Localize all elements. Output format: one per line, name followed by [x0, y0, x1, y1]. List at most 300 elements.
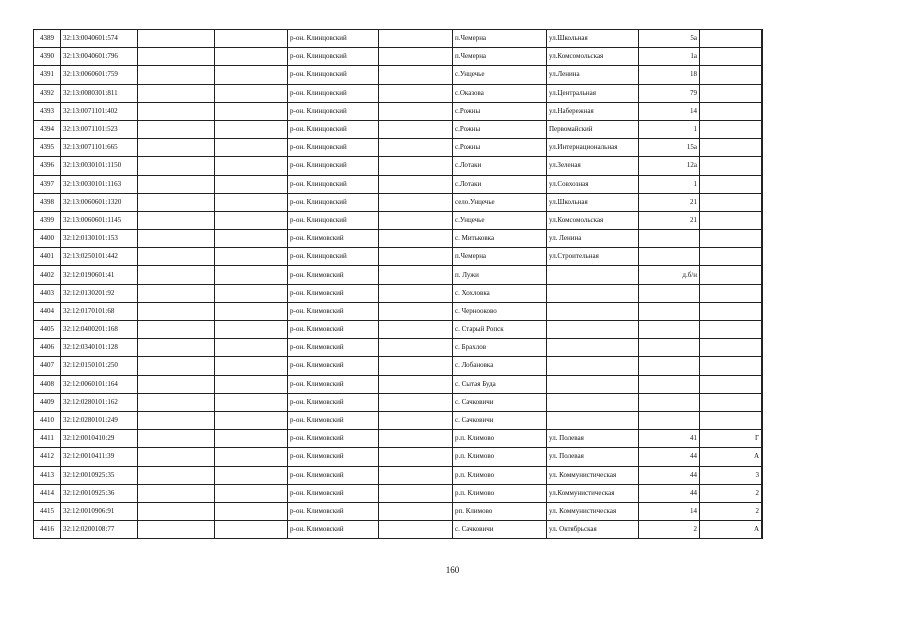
house-number-cell: [639, 357, 700, 375]
settlement-cell: с.Рожны: [453, 120, 547, 138]
row-number-cell: 4413: [34, 466, 61, 484]
row-number-cell: 4393: [34, 102, 61, 120]
settlement-cell: с. Чернооково: [453, 302, 547, 320]
cadastral-number-cell: 32:12:0400201:168: [61, 321, 138, 339]
row-number-cell: 4405: [34, 321, 61, 339]
empty-col-11-cell: [762, 284, 763, 302]
settlement-cell: п. Лужи: [453, 266, 547, 284]
district-cell: р-он. Климовский: [288, 411, 379, 429]
table-row: [34, 339, 763, 357]
table-row: [34, 393, 763, 411]
cadastral-number-cell: 32:13:0040601:574: [61, 30, 138, 48]
empty-col-6-cell: [379, 466, 453, 484]
table-row: [34, 266, 763, 284]
building-letter-cell: [700, 211, 762, 229]
empty-col-4-cell: [215, 48, 288, 66]
district-cell: р-он. Климовский: [288, 466, 379, 484]
row-number-cell: 4406: [34, 339, 61, 357]
settlement-cell: с. Лобановка: [453, 357, 547, 375]
empty-col-3-cell: [138, 211, 215, 229]
settlement-cell: с. Брахлов: [453, 339, 547, 357]
empty-col-11-cell: [762, 393, 763, 411]
empty-col-3-cell: [138, 266, 215, 284]
row-number-cell: 4397: [34, 175, 61, 193]
empty-col-4-cell: [215, 357, 288, 375]
settlement-cell: п.Чемерна: [453, 30, 547, 48]
empty-col-6-cell: [379, 357, 453, 375]
house-number-cell: [639, 339, 700, 357]
cadastral-number-cell: 32:13:0060601:1320: [61, 193, 138, 211]
row-number-cell: 4394: [34, 120, 61, 138]
empty-col-6-cell: [379, 302, 453, 320]
row-number-cell: 4396: [34, 157, 61, 175]
empty-col-6-cell: [379, 521, 453, 539]
empty-col-11-cell: [762, 466, 763, 484]
cadastral-number-cell: 32:12:0130201:92: [61, 284, 138, 302]
building-letter-cell: [700, 193, 762, 211]
settlement-cell: с. Сачковичи: [453, 393, 547, 411]
house-number-cell: 14: [639, 102, 700, 120]
street-cell: ул. Ленина: [547, 230, 639, 248]
empty-col-3-cell: [138, 284, 215, 302]
street-cell: ул. Полевая: [547, 448, 639, 466]
row-number-cell: 4411: [34, 430, 61, 448]
table-row: [34, 66, 763, 84]
empty-col-3-cell: [138, 466, 215, 484]
building-letter-cell: [700, 393, 762, 411]
empty-col-11-cell: [762, 521, 763, 539]
house-number-cell: 44: [639, 484, 700, 502]
cadastral-number-cell: 32:13:0071101:665: [61, 139, 138, 157]
empty-col-11-cell: [762, 430, 763, 448]
empty-col-6-cell: [379, 139, 453, 157]
district-cell: р-он. Клинцовский: [288, 120, 379, 138]
street-cell: ул.Коммунистическая: [547, 484, 639, 502]
empty-col-3-cell: [138, 521, 215, 539]
district-cell: р-он. Климовский: [288, 448, 379, 466]
settlement-cell: с.Унцечье: [453, 211, 547, 229]
settlement-cell: п.Чемерна: [453, 48, 547, 66]
empty-col-6-cell: [379, 375, 453, 393]
building-letter-cell: [700, 230, 762, 248]
empty-col-6-cell: [379, 211, 453, 229]
settlement-cell: с.Рожны: [453, 102, 547, 120]
empty-col-3-cell: [138, 230, 215, 248]
table-row: [34, 175, 763, 193]
empty-col-4-cell: [215, 175, 288, 193]
cadastral-number-cell: 32:13:0030101:1150: [61, 157, 138, 175]
row-number-cell: 4389: [34, 30, 61, 48]
empty-col-3-cell: [138, 339, 215, 357]
empty-col-6-cell: [379, 102, 453, 120]
settlement-cell: р.п. Климово: [453, 448, 547, 466]
settlement-cell: р.п. Климово: [453, 430, 547, 448]
street-cell: ул.Зеленая: [547, 157, 639, 175]
district-cell: р-он. Климовский: [288, 321, 379, 339]
building-letter-cell: [700, 302, 762, 320]
empty-col-4-cell: [215, 393, 288, 411]
house-number-cell: [639, 284, 700, 302]
row-number-cell: 4415: [34, 502, 61, 520]
house-number-cell: 2: [639, 521, 700, 539]
table-row: [34, 411, 763, 429]
settlement-cell: с. Митьковка: [453, 230, 547, 248]
empty-col-4-cell: [215, 466, 288, 484]
district-cell: р-он. Климовский: [288, 284, 379, 302]
house-number-cell: [639, 230, 700, 248]
district-cell: р-он. Клинцовский: [288, 102, 379, 120]
cadastral-number-cell: 32:12:0010410:29: [61, 430, 138, 448]
empty-col-11-cell: [762, 321, 763, 339]
district-cell: р-он. Клинцовский: [288, 193, 379, 211]
empty-col-6-cell: [379, 230, 453, 248]
house-number-cell: [639, 375, 700, 393]
table-row: [34, 448, 763, 466]
empty-col-6-cell: [379, 284, 453, 302]
house-number-cell: [639, 248, 700, 266]
street-cell: ул.Комсомольская: [547, 211, 639, 229]
empty-col-3-cell: [138, 375, 215, 393]
house-number-cell: 44: [639, 448, 700, 466]
empty-col-3-cell: [138, 66, 215, 84]
building-letter-cell: [700, 375, 762, 393]
table-row: [34, 84, 763, 102]
table-row: [34, 284, 763, 302]
empty-col-6-cell: [379, 430, 453, 448]
empty-col-11-cell: [762, 193, 763, 211]
empty-col-3-cell: [138, 120, 215, 138]
empty-col-4-cell: [215, 66, 288, 84]
empty-col-6-cell: [379, 248, 453, 266]
empty-col-3-cell: [138, 102, 215, 120]
row-number-cell: 4398: [34, 193, 61, 211]
cadastral-number-cell: 32:13:0060601:759: [61, 66, 138, 84]
empty-col-4-cell: [215, 502, 288, 520]
empty-col-11-cell: [762, 30, 763, 48]
table-row: [34, 193, 763, 211]
district-cell: р-он. Клинцовский: [288, 30, 379, 48]
cadastral-number-cell: 32:12:0010925:35: [61, 466, 138, 484]
building-letter-cell: 2: [700, 484, 762, 502]
cadastral-number-cell: 32:12:0340101:128: [61, 339, 138, 357]
empty-col-3-cell: [138, 248, 215, 266]
empty-col-3-cell: [138, 139, 215, 157]
building-letter-cell: [700, 357, 762, 375]
row-number-cell: 4402: [34, 266, 61, 284]
building-letter-cell: [700, 157, 762, 175]
house-number-cell: 1: [639, 120, 700, 138]
settlement-cell: с.Оказова: [453, 84, 547, 102]
house-number-cell: 1: [639, 175, 700, 193]
district-cell: р-он. Клинцовский: [288, 175, 379, 193]
row-number-cell: 4410: [34, 411, 61, 429]
empty-col-11-cell: [762, 339, 763, 357]
street-cell: [547, 302, 639, 320]
cadastral-number-cell: 32:12:0170101:68: [61, 302, 138, 320]
district-cell: р-он. Клинцовский: [288, 157, 379, 175]
building-letter-cell: Г: [700, 430, 762, 448]
empty-col-3-cell: [138, 175, 215, 193]
empty-col-4-cell: [215, 211, 288, 229]
empty-col-3-cell: [138, 193, 215, 211]
empty-col-4-cell: [215, 484, 288, 502]
page-number: 160: [445, 565, 460, 575]
street-cell: [547, 357, 639, 375]
empty-col-4-cell: [215, 193, 288, 211]
building-letter-cell: [700, 248, 762, 266]
empty-col-11-cell: [762, 139, 763, 157]
empty-col-11-cell: [762, 448, 763, 466]
empty-col-4-cell: [215, 448, 288, 466]
house-number-cell: [639, 393, 700, 411]
row-number-cell: 4409: [34, 393, 61, 411]
street-cell: ул.Комсомольская: [547, 48, 639, 66]
empty-col-11-cell: [762, 302, 763, 320]
building-letter-cell: [700, 321, 762, 339]
settlement-cell: с. Старый Ропск: [453, 321, 547, 339]
street-cell: ул.Центральная: [547, 84, 639, 102]
street-cell: ул. Коммунистическая: [547, 502, 639, 520]
cadastral-number-cell: 32:13:0030101:1163: [61, 175, 138, 193]
empty-col-6-cell: [379, 120, 453, 138]
empty-col-6-cell: [379, 84, 453, 102]
district-cell: р-он. Климовский: [288, 357, 379, 375]
row-number-cell: 4403: [34, 284, 61, 302]
district-cell: р-он. Клинцовский: [288, 48, 379, 66]
empty-col-3-cell: [138, 393, 215, 411]
empty-col-3-cell: [138, 430, 215, 448]
settlement-cell: с.Унцечье: [453, 66, 547, 84]
empty-col-6-cell: [379, 157, 453, 175]
table-row: [34, 157, 763, 175]
building-letter-cell: [700, 102, 762, 120]
empty-col-6-cell: [379, 48, 453, 66]
building-letter-cell: [700, 139, 762, 157]
house-number-cell: 21: [639, 211, 700, 229]
empty-col-11-cell: [762, 484, 763, 502]
house-number-cell: [639, 321, 700, 339]
district-cell: р-он. Клинцовский: [288, 66, 379, 84]
empty-col-6-cell: [379, 66, 453, 84]
empty-col-6-cell: [379, 502, 453, 520]
row-number-cell: 4400: [34, 230, 61, 248]
district-cell: р-он. Климовский: [288, 393, 379, 411]
house-number-cell: д.б/н: [639, 266, 700, 284]
empty-col-3-cell: [138, 502, 215, 520]
building-letter-cell: [700, 120, 762, 138]
street-cell: [547, 266, 639, 284]
street-cell: Первомайский: [547, 120, 639, 138]
settlement-cell: с.Лотаки: [453, 175, 547, 193]
settlement-cell: с.Рожны: [453, 139, 547, 157]
cadastral-number-cell: 32:12:0060101:164: [61, 375, 138, 393]
building-letter-cell: [700, 84, 762, 102]
empty-col-11-cell: [762, 230, 763, 248]
row-number-cell: 4407: [34, 357, 61, 375]
empty-col-11-cell: [762, 211, 763, 229]
district-cell: р-он. Климовский: [288, 339, 379, 357]
row-number-cell: 4412: [34, 448, 61, 466]
street-cell: ул.Строительная: [547, 248, 639, 266]
empty-col-11-cell: [762, 375, 763, 393]
cadastral-number-cell: 32:12:0280101:162: [61, 393, 138, 411]
house-number-cell: 21: [639, 193, 700, 211]
settlement-cell: рп. Климово: [453, 502, 547, 520]
cadastral-number-cell: 32:13:0071101:523: [61, 120, 138, 138]
district-cell: р-он. Климовский: [288, 266, 379, 284]
house-number-cell: 15а: [639, 139, 700, 157]
empty-col-6-cell: [379, 393, 453, 411]
empty-col-4-cell: [215, 30, 288, 48]
district-cell: р-он. Климовский: [288, 430, 379, 448]
empty-col-11-cell: [762, 157, 763, 175]
table-row: [34, 466, 763, 484]
district-cell: р-он. Климовский: [288, 484, 379, 502]
building-letter-cell: [700, 339, 762, 357]
cadastral-number-cell: 32:13:0040601:796: [61, 48, 138, 66]
building-letter-cell: [700, 48, 762, 66]
street-cell: [547, 375, 639, 393]
table-row: [34, 357, 763, 375]
empty-col-6-cell: [379, 321, 453, 339]
house-number-cell: 14: [639, 502, 700, 520]
empty-col-3-cell: [138, 411, 215, 429]
settlement-cell: с. Хохловка: [453, 284, 547, 302]
empty-col-6-cell: [379, 448, 453, 466]
district-cell: р-он. Климовский: [288, 302, 379, 320]
house-number-cell: 79: [639, 84, 700, 102]
empty-col-11-cell: [762, 502, 763, 520]
empty-col-3-cell: [138, 302, 215, 320]
building-letter-cell: 3: [700, 466, 762, 484]
settlement-cell: р.п. Климово: [453, 466, 547, 484]
empty-col-3-cell: [138, 448, 215, 466]
table-row: [34, 30, 763, 48]
cadastral-number-cell: 32:12:0130101:153: [61, 230, 138, 248]
house-number-cell: 1а: [639, 48, 700, 66]
district-cell: р-он. Клинцовский: [288, 211, 379, 229]
cadastral-number-cell: 32:12:0010411:39: [61, 448, 138, 466]
empty-col-11-cell: [762, 175, 763, 193]
row-number-cell: 4416: [34, 521, 61, 539]
street-cell: ул. Коммунистическая: [547, 466, 639, 484]
empty-col-4-cell: [215, 430, 288, 448]
empty-col-6-cell: [379, 484, 453, 502]
empty-col-11-cell: [762, 357, 763, 375]
street-cell: [547, 284, 639, 302]
cadastral-number-cell: 32:12:0200108:77: [61, 521, 138, 539]
empty-col-4-cell: [215, 302, 288, 320]
empty-col-4-cell: [215, 266, 288, 284]
registry-table: [33, 29, 763, 539]
cadastral-number-cell: 32:13:0060601:1145: [61, 211, 138, 229]
table-row: [34, 502, 763, 520]
empty-col-3-cell: [138, 321, 215, 339]
district-cell: р-он. Клинцовский: [288, 139, 379, 157]
empty-col-4-cell: [215, 157, 288, 175]
row-number-cell: 4391: [34, 66, 61, 84]
row-number-cell: 4404: [34, 302, 61, 320]
empty-col-11-cell: [762, 84, 763, 102]
house-number-cell: 41: [639, 430, 700, 448]
empty-col-3-cell: [138, 30, 215, 48]
building-letter-cell: [700, 266, 762, 284]
empty-col-4-cell: [215, 120, 288, 138]
table-row: [34, 139, 763, 157]
empty-col-6-cell: [379, 193, 453, 211]
empty-col-4-cell: [215, 230, 288, 248]
street-cell: ул.Школьная: [547, 193, 639, 211]
settlement-cell: село.Унцечье: [453, 193, 547, 211]
settlement-cell: с. Сачковичи: [453, 411, 547, 429]
cadastral-number-cell: 32:13:0071101:402: [61, 102, 138, 120]
table-row: [34, 430, 763, 448]
street-cell: ул. Полевая: [547, 430, 639, 448]
settlement-cell: с.Лотаки: [453, 157, 547, 175]
row-number-cell: 4399: [34, 211, 61, 229]
empty-col-4-cell: [215, 521, 288, 539]
table-row: [34, 521, 763, 539]
building-letter-cell: А: [700, 448, 762, 466]
empty-col-3-cell: [138, 157, 215, 175]
table-row: [34, 248, 763, 266]
house-number-cell: [639, 302, 700, 320]
street-cell: ул. Октябрьская: [547, 521, 639, 539]
building-letter-cell: [700, 30, 762, 48]
empty-col-4-cell: [215, 321, 288, 339]
empty-col-4-cell: [215, 339, 288, 357]
house-number-cell: 18: [639, 66, 700, 84]
street-cell: [547, 321, 639, 339]
building-letter-cell: А: [700, 521, 762, 539]
cadastral-number-cell: 32:12:0280101:249: [61, 411, 138, 429]
empty-col-4-cell: [215, 102, 288, 120]
house-number-cell: [639, 411, 700, 429]
row-number-cell: 4401: [34, 248, 61, 266]
table-row: [34, 230, 763, 248]
row-number-cell: 4390: [34, 48, 61, 66]
cadastral-number-cell: 32:13:0080301:811: [61, 84, 138, 102]
table-row: [34, 302, 763, 320]
row-number-cell: 4392: [34, 84, 61, 102]
table-row: [34, 321, 763, 339]
street-cell: [547, 411, 639, 429]
cadastral-number-cell: 32:12:0150101:250: [61, 357, 138, 375]
settlement-cell: р.п. Климово: [453, 484, 547, 502]
district-cell: р-он. Климовский: [288, 375, 379, 393]
cadastral-number-cell: 32:12:0010906:91: [61, 502, 138, 520]
empty-col-11-cell: [762, 48, 763, 66]
building-letter-cell: [700, 66, 762, 84]
empty-col-6-cell: [379, 175, 453, 193]
empty-col-6-cell: [379, 339, 453, 357]
street-cell: ул.Интернациональная: [547, 139, 639, 157]
district-cell: р-он. Климовский: [288, 521, 379, 539]
empty-col-3-cell: [138, 48, 215, 66]
building-letter-cell: [700, 284, 762, 302]
street-cell: ул.Набережная: [547, 102, 639, 120]
empty-col-4-cell: [215, 139, 288, 157]
empty-col-4-cell: [215, 375, 288, 393]
empty-col-4-cell: [215, 84, 288, 102]
table-row: [34, 375, 763, 393]
row-number-cell: 4414: [34, 484, 61, 502]
building-letter-cell: [700, 175, 762, 193]
empty-col-6-cell: [379, 266, 453, 284]
empty-col-3-cell: [138, 484, 215, 502]
empty-col-4-cell: [215, 411, 288, 429]
empty-col-11-cell: [762, 248, 763, 266]
